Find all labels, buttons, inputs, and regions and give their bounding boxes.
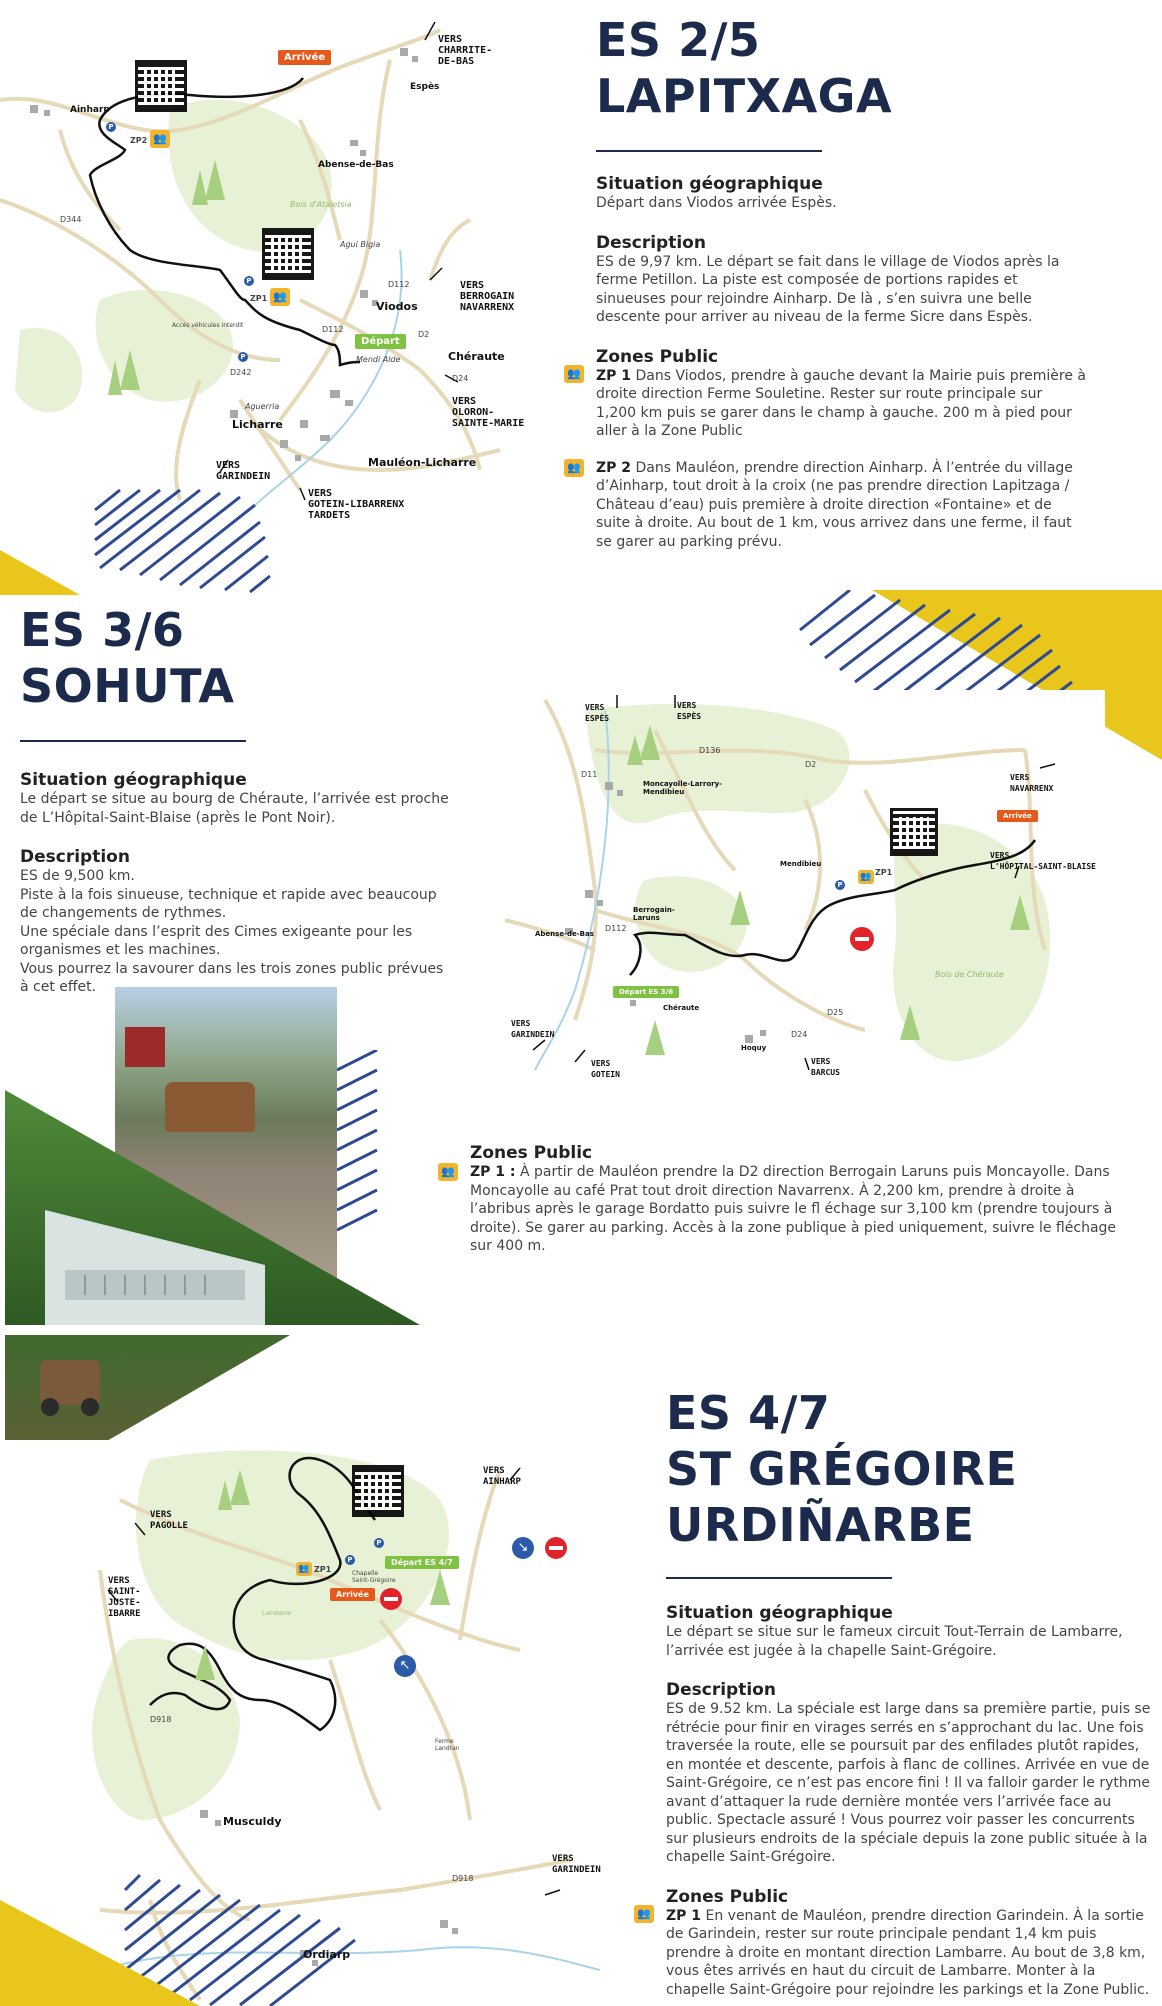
direction-label: VERS CHARRITE- DE-BAS	[438, 34, 493, 67]
town-label: Ainharp	[70, 105, 110, 115]
direction-label: VERS GOTEIN-LIBARRENX TARDETS	[308, 488, 405, 521]
parking-icon: P	[345, 1555, 355, 1565]
town-label: Ordiarp	[303, 1948, 351, 1961]
title-line: ES 2/5	[596, 13, 761, 67]
zp-label: ZP2	[130, 136, 148, 145]
spectators-icon: 👥	[858, 870, 874, 884]
zp-text	[596, 367, 1086, 441]
place-label: Agui Bigia	[340, 240, 381, 249]
zp-text	[666, 1907, 1152, 2000]
no-entry-icon	[545, 1537, 567, 1559]
direction-label: VERS GARINDEIN	[511, 1019, 555, 1039]
direction-label: VERS NAVARRENX	[1010, 773, 1054, 793]
direction-label: VERS SAINT- JUSTE- IBARRE	[108, 1576, 141, 1619]
desc-block	[596, 233, 1086, 327]
section-title	[596, 12, 1086, 124]
turn-arrow-icon: ↖	[394, 1655, 416, 1677]
place-label: Bois d'Ataletsia	[290, 200, 352, 209]
direction-label: VERS AINHARP	[483, 1466, 521, 1487]
direction-label: VERS ESPÈS	[677, 701, 702, 721]
geo-text: Le départ se situe sur le fameux circuit Tout-Terrain de Lambarre, l’arrivée est jugée à la chapelle Saint-Grégoire.	[666, 1624, 1123, 1659]
zp-description: Dans Mauléon, prendre direction Ainharp. À l’entrée du village d’Ainharp, tout droit à la croix (ne pas prendre direction Lapitzaga / Château d’eau) puis première à droite direction «Fontaine» et de suite à droite. Au bout de 1 km, vous arrivez dans une ferme, il faut se garer au parking prévu.	[596, 459, 1073, 550]
direction-label: VERS GOTEIN	[591, 1059, 620, 1079]
town-label: Viodos	[376, 300, 418, 313]
geo-block	[596, 174, 1086, 213]
spectators-icon: 👥	[564, 459, 584, 477]
depart-badge: Départ ES 4/7	[385, 1556, 459, 1569]
direction-label: VERS GARINDEIN	[552, 1854, 601, 1875]
road-label: D25	[827, 1008, 844, 1017]
map-es-3-6-drawing	[505, 690, 1105, 1085]
road-label: D918	[150, 1715, 172, 1724]
geo-heading: Situation géographique	[666, 1603, 893, 1623]
zp-label: ZP 1 :	[470, 1164, 516, 1180]
section-text	[567, 12, 1086, 551]
road-label: D136	[699, 746, 721, 755]
town-label: Mendibieu	[780, 860, 822, 868]
road-label: D918	[452, 1874, 474, 1883]
rally-photo	[5, 1090, 420, 1330]
title-line: ES 4/7	[666, 1386, 831, 1440]
zp-description: À partir de Mauléon prendre la D2 direction Berrogain Laruns puis Moncayolle. Dans Moncayolle au café Prat tout droit direction Navarrenx. À 2,200 km, prendre à droite à l’abribus après le garage Bordatto puis suivre le fl échage sur 3,100 km (prendre toujours à droite). Se garer au parking. Accès à la zone publique à pied uniquement, suivre le fléchage sur 400 m.	[470, 1164, 1117, 1254]
zp-label: ZP 1	[666, 1907, 702, 1924]
town-label: Licharre	[232, 418, 283, 431]
spectators-icon: 👥	[270, 288, 290, 306]
road-label: D24	[791, 1030, 808, 1039]
road-label: D2	[805, 760, 817, 769]
town-label: Chéraute	[663, 1004, 700, 1012]
parking-icon: P	[244, 276, 254, 286]
place-label: Lambarre	[262, 1610, 291, 1617]
road-label: D11	[581, 770, 598, 779]
direction-label: VERS BARCUS	[811, 1057, 840, 1077]
parking-icon: P	[374, 1538, 384, 1548]
vehicle-shape	[125, 1027, 165, 1067]
turn-arrow-icon: ↘	[512, 1537, 534, 1559]
zp-label: ZP 1	[596, 367, 632, 384]
road-label: D24	[452, 374, 469, 383]
town-label: Hoquy	[741, 1044, 767, 1052]
section-text	[637, 1385, 1152, 1999]
zones-block	[567, 346, 1086, 552]
arrivee-badge: Arrivée	[997, 810, 1038, 822]
spectators-icon: 👥	[634, 1905, 654, 1923]
section-text	[20, 602, 456, 1017]
zones-block	[441, 1143, 1120, 1256]
desc-block	[666, 1680, 1152, 1867]
town-label: Espès	[410, 82, 440, 92]
divider	[20, 740, 246, 742]
no-entry-icon	[380, 1588, 402, 1610]
road-label: D2	[418, 330, 430, 339]
direction-label: VERS L'HÔPITAL-SAINT-BLAISE	[990, 851, 1096, 871]
geo-text: Le départ se situe au bourg de Chéraute, l’arrivée est proche de L’Hôpital-Saint-Blaise (après le Pont Noir).	[20, 791, 449, 826]
road-label: D344	[60, 215, 82, 224]
zp-description: Dans Viodos, prendre à gauche devant la Mairie puis première à droite direction Ferme Souletine. Rester sur route principale sur 1,200 km puis se garer dans le champ à gauche. 200 m à pied pour aller à la Zone Public	[596, 367, 1086, 439]
zp-label: ZP1	[250, 294, 268, 303]
spectators-icon: 👥	[438, 1163, 458, 1181]
title-line: SOHUTA	[20, 659, 235, 713]
zp-description: En venant de Mauléon, prendre direction Garindein. À la sortie de Garindein, rester sur route principale pendant 1,4 km puis prendre à droite en montant direction Lambarre. Au bout de 3,8 km, vous êtes arrivés en haut du circuit de Lambarre. Monter à la chapelle Saint-Grégoire pour rejoindre les parkings et la Zone Public.	[666, 1907, 1150, 1998]
geo-block	[20, 770, 456, 827]
place-label: Chapelle Saint-Grégoire	[352, 1570, 396, 1584]
road-label: D112	[605, 924, 627, 933]
title-line: LAPITXAGA	[596, 69, 893, 123]
road-label: D112	[388, 280, 410, 289]
desc-text: ES de 9.52 km. La spéciale est large dans sa première partie, puis se rétrécie pour finir en virages serrés en s’approchant du lac. Une fois traversée la route, elle se poursuit par des enfilades plutôt rapides, en montée et descente, parfois à flanc de collines. Arrivée en vue de Saint-Grégoire, ce n’est pas encore fini ! Il va falloir garder le rythme avant d’attaquer la rude dernière montée vers l’arrivée face au public. Spectacle assuré ! Vous pourrez voir passer les concurrents sur plusieurs endroits de la spéciale depuis la zone public située à la chapelle Saint-Grégoire.	[666, 1701, 1151, 1865]
arrivee-badge: Arrivée	[278, 50, 331, 65]
geo-heading: Situation géographique	[20, 770, 247, 790]
qr-code	[262, 228, 314, 280]
zp-text	[596, 459, 1086, 552]
direction-label: VERS GARINDEIN	[216, 460, 271, 482]
title-line: URDIÑARBE	[666, 1498, 975, 1552]
place-label: Ferme Landran	[435, 1738, 460, 1752]
qr-code	[890, 808, 938, 856]
arrivee-badge: Arrivée	[330, 1588, 375, 1601]
zones-block	[637, 1886, 1152, 2000]
direction-label: VERS PAGOLLE	[150, 1510, 188, 1531]
title-line: ST GRÉGOIRE	[666, 1442, 1018, 1496]
town-label: Chéraute	[448, 350, 505, 363]
road-label: D112	[322, 325, 344, 334]
town-label: Musculdy	[223, 1815, 282, 1828]
town-label: Mauléon-Licharre	[368, 456, 477, 469]
place-label: Accès véhicules interdit	[172, 322, 244, 329]
qr-code	[135, 60, 187, 112]
no-entry-icon	[850, 927, 874, 951]
direction-label: VERS ESPÈS	[585, 703, 610, 723]
desc-text: ES de 9,500 km. Piste à la fois sinueuse, technique et rapide avec beaucoup de changements de rythmes. Une spéciale dans l’esprit des Cimes exigeante pour les organismes et les machines. Vous pourrez la savourer dans les trois zones public prévues à cet effet.	[20, 868, 444, 995]
parking-icon: P	[238, 352, 248, 362]
map-es-4-7	[0, 1440, 610, 2006]
zones-heading: Zones Public	[596, 346, 719, 367]
place-label: Mendi Alde	[356, 355, 401, 364]
town-label: Moncayolle-Larrory-Mendibieu	[643, 780, 723, 796]
place-label: Aguerria	[245, 402, 280, 411]
direction-label: VERS OLORON- SAINTE-MARIE	[452, 396, 525, 429]
spectators-icon: 👥	[150, 130, 170, 148]
road-label: D242	[230, 368, 252, 377]
zp-label: ZP1	[875, 868, 893, 877]
desc-text: ES de 9,97 km. Le départ se fait dans le village de Viodos après la ferme Petillon. La piste est composée de portions rapides et sinueuses pour rejoindre Ainharp. De là , s’en suivra une belle descente pour arriver au niveau de la ferme Sicre dans Espès.	[596, 253, 1060, 325]
divider	[666, 1577, 892, 1579]
divider	[596, 150, 822, 152]
geo-block	[666, 1603, 1152, 1660]
desc-heading: Description	[666, 1680, 776, 1700]
place-label: Bois de Chéraute	[935, 970, 1004, 979]
geo-heading: Situation géographique	[596, 174, 823, 194]
section-title	[666, 1385, 1152, 1553]
town-label: Abense-de-Bas	[535, 930, 594, 938]
map-es-3-6	[505, 690, 1105, 1085]
section-title	[20, 602, 456, 714]
parking-icon: P	[835, 880, 845, 890]
zp-text	[470, 1163, 1120, 1256]
desc-heading: Description	[596, 232, 706, 253]
zones-heading: Zones Public	[470, 1143, 593, 1163]
zp-label: ZP 2	[596, 459, 632, 476]
title-line: ES 3/6	[20, 603, 185, 657]
depart-badge: Départ ES 3/6	[613, 986, 679, 998]
parking-icon: P	[106, 122, 116, 132]
town-label: Abense-de-Bas	[318, 160, 394, 170]
desc-block	[20, 847, 456, 997]
spectators-icon: 👥	[296, 1562, 312, 1576]
town-label: Berrogain-Laruns	[633, 906, 675, 922]
map-es-2-5	[0, 0, 540, 595]
zp-label: ZP1	[314, 1565, 332, 1574]
desc-heading: Description	[20, 847, 130, 867]
spectators-icon: 👥	[564, 365, 584, 383]
zones-heading: Zones Public	[666, 1886, 789, 1907]
depart-badge: Départ	[355, 334, 406, 349]
qr-code	[352, 1465, 404, 1517]
geo-text: Départ dans Viodos arrivée Espès.	[596, 195, 837, 211]
map-es-4-7-drawing	[0, 1440, 610, 2006]
direction-label: VERS BERROGAIN NAVARRENX	[460, 280, 515, 313]
